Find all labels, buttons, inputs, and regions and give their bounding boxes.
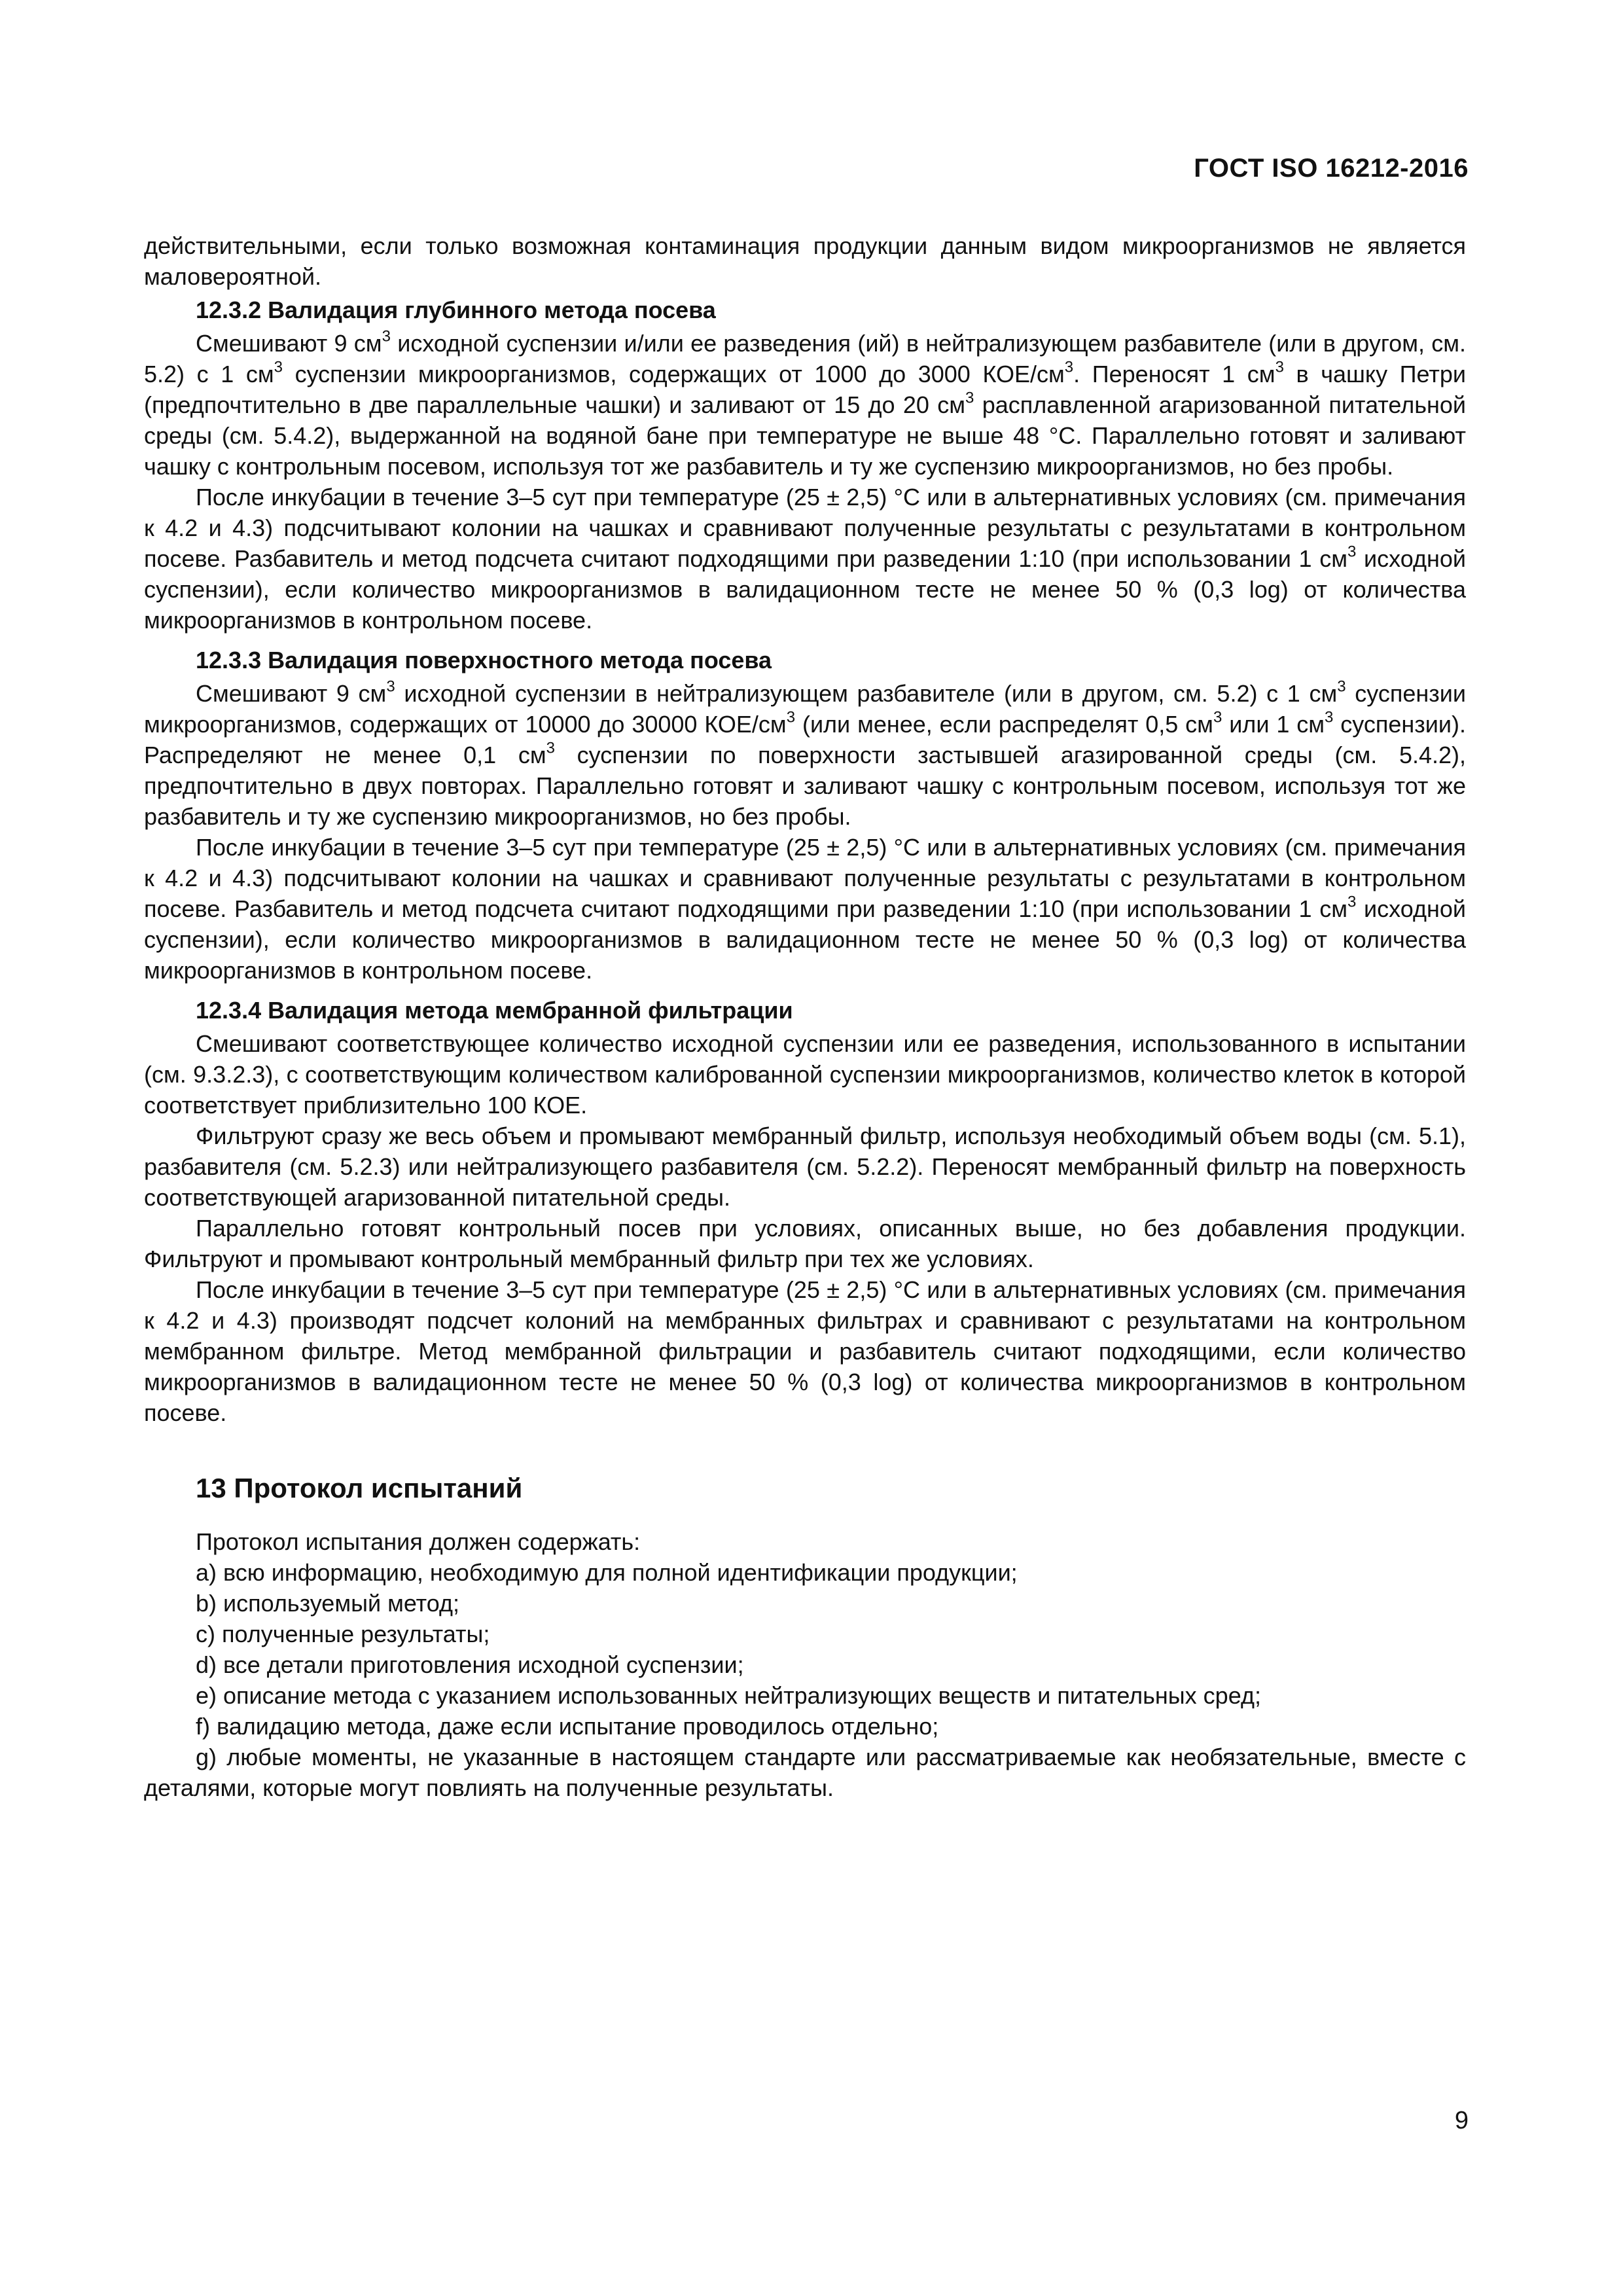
protocol-item-f: f) валидацию метода, даже если испытание проводилось отдельно;	[196, 1713, 939, 1740]
page-number: 9	[1454, 2107, 1469, 2134]
protocol-item-e: e) описание метода с указанием использованных нейтрализующих веществ и питательных сред;	[196, 1682, 1261, 1709]
protocol-item-b: b) используемый метод;	[196, 1590, 459, 1617]
paragraph-12-3-4-1: Смешивают соответствующее количество исходной суспензии или ее разведения, использованного в испытании (см. 9.3.2.3), с соответствующим количеством калиброванной суспензии микроорганизмов, количество клеток в которой соответствует приблизительно 100 КОЕ.	[144, 1030, 1466, 1119]
page-body	[144, 230, 1466, 1803]
protocol-item-d: d) все детали приготовления исходной суспензии;	[196, 1651, 744, 1678]
paragraph-12-3-3-2: После инкубации в течение 3–5 сут при температуре (25 ± 2,5) °С или в альтернативных условиях (см. примечания к 4.2 и 4.3) подсчитывают колонии на чашках и сравнивают полученные результаты с результатами в контрольном посеве. Разбавитель и метод подсчета считают подходящими при разведении 1:10 (при использовании 1 $см^3$ исходной суспензии), если количество микроорганизмов в валидационном тесте не менее 50 % (0,3 log) от количества микроорганизмов в контрольном посеве.	[144, 834, 1466, 984]
protocol-intro: Протокол испытания должен содержать:	[196, 1528, 641, 1555]
subsection-title-12-3-4: 12.3.4 Валидация метода мембранной фильтрации	[196, 997, 793, 1024]
paragraph-12-3-4-3: Параллельно готовят контрольный посев при условиях, описанных выше, но без добавления продукции. Фильтруют и промывают контрольный мембранный фильтр при тех же условиях.	[144, 1215, 1466, 1272]
continued-paragraph: действительными, если только возможная контаминация продукции данным видом микроорганизмов не является маловероятной.	[144, 232, 1466, 290]
protocol-item-g: g) любые моменты, не указанные в настоящем стандарте или рассматриваемые как необязательные, вместе с деталями, которые могут повлиять на полученные результаты.	[144, 1744, 1466, 1801]
subsection-title-12-3-2: 12.3.2 Валидация глубинного метода посева	[196, 296, 716, 323]
subsection-title-12-3-3: 12.3.3 Валидация поверхностного метода посева	[196, 647, 772, 673]
paragraph-12-3-2-1: Смешивают 9 $см^3$ исходной суспензии и/или ее разведения (ий) в нейтрализующем разбавителе (или в другом, см. 5.2) с 1 $см^3$ суспензии микроорганизмов, содержащих от 1000 до 3000 КОЕ/$см^3$. Переносят 1 $см^3$ в чашку Петри (предпочтительно в две параллельные чашки) и заливают от 15 до 20 $см^3$ расплавленной агаризованной питательной среды (см. 5.4.2), выдержанной на водяной бане при температуре не выше 48 °С. Параллельно готовят и заливают чашку с контрольным посевом, используя тот же разбавитель и ту же суспензию микроорганизмов, но без пробы.	[144, 327, 1467, 480]
protocol-item-c: c) полученные результаты;	[196, 1621, 490, 1647]
document-code: ГОСТ ISO 16212-2016	[1194, 154, 1469, 183]
paragraph-12-3-4-2: Фильтруют сразу же весь объем и промывают мембранный фильтр, используя необходимый объем воды (см. 5.1), разбавителя (см. 5.2.3) или нейтрализующего разбавителя (см. 5.2.2). Переносят мембранный фильтр на поверхность соответствующей агаризованной питательной среды.	[144, 1122, 1466, 1211]
protocol-item-a: a) всю информацию, необходимую для полной идентификации продукции;	[196, 1559, 1018, 1586]
paragraph-12-3-3-1: Смешивают 9 $см^3$ исходной суспензии в нейтрализующем разбавителе (или в другом, см. 5.2) с 1 $см^3$ суспензии микроорганизмов, содержащих от 10000 до 30000 КОЕ/$см^3$ (или менее, если распределят 0,5 $см^3$ или 1 $см^3$ суспензии). Распределяют не менее 0,1 $см^3$ суспензии по поверхности застывшей агазированной среды (см. 5.4.2), предпочтительно в двух повторах. Параллельно готовят и заливают чашку с контрольным посевом, используя тот же разбавитель и ту же суспензию микроорганизмов, но без пробы.	[144, 677, 1466, 830]
paragraph-12-3-2-2: После инкубации в течение 3–5 сут при температуре (25 ± 2,5) °С или в альтернативных условиях (см. примечания к 4.2 и 4.3) подсчитывают колонии на чашках и сравнивают полученные результаты с результатами в контрольном посеве. Разбавитель и метод подсчета считают подходящими при разведении 1:10 (при использовании 1 $см^3$ исходной суспензии), если количество микроорганизмов в валидационном тесте не менее 50 % (0,3 log) от количества микроорганизмов в контрольном посеве.	[144, 484, 1466, 634]
section-title-13: 13 Протокол испытаний	[196, 1473, 523, 1503]
paragraph-12-3-4-4: После инкубации в течение 3–5 сут при температуре (25 ± 2,5) °С или в альтернативных условиях (см. примечания к 4.2 и 4.3) производят подсчет колоний на мембранных фильтрах и сравнивают с результатами на контрольном мембранном фильтре. Метод мембранной фильтрации и разбавитель считают подходящими, если количество микроорганизмов в валидационном тесте не менее 50 % (0,3 log) от количества микроорганизмов в контрольном посеве.	[144, 1276, 1466, 1426]
